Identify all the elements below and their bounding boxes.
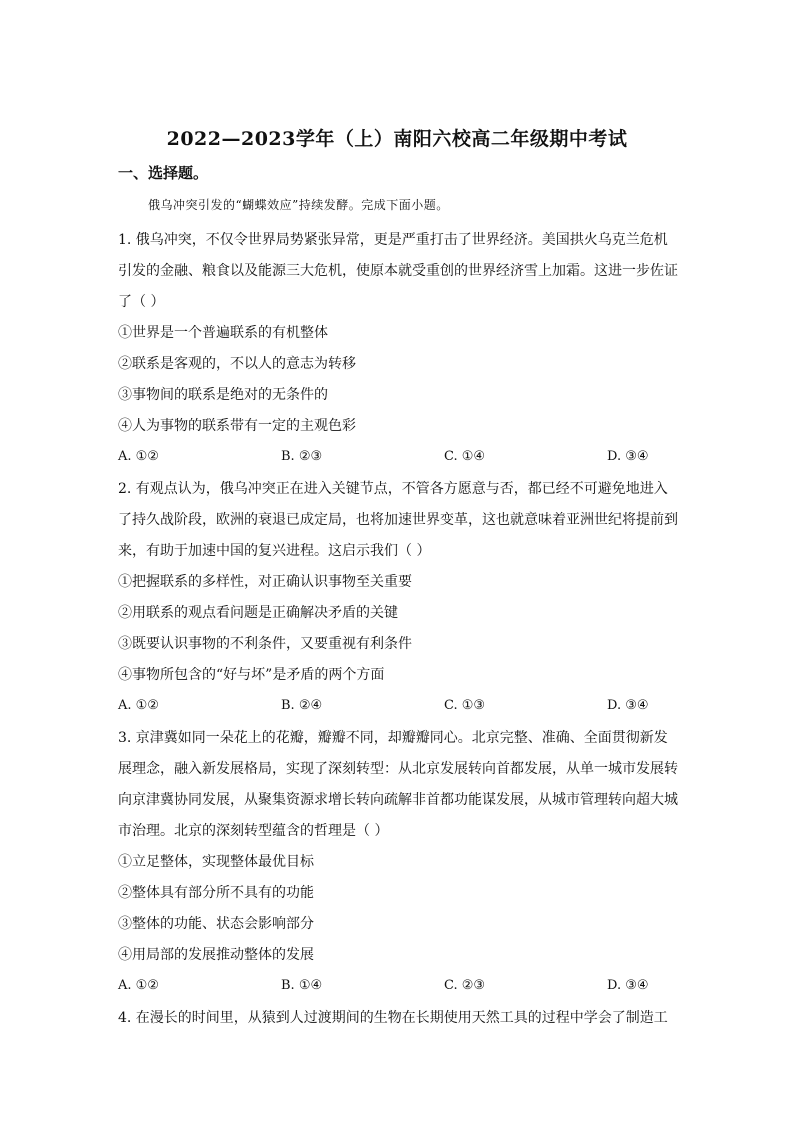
question-1-statement-2: ②联系是客观的，不以人的意志为转移 bbox=[118, 356, 356, 372]
question-1-stem-line-2: 引发的金融、粮食以及能源三大危机，使原本就受重创的世界经济雪上加霜。这进一步佐证 bbox=[118, 263, 678, 279]
question-1-statement-4: ④人为事物的联系带有一定的主观色彩 bbox=[118, 418, 356, 434]
question-1-statement-1: ①世界是一个普遍联系的有机整体 bbox=[118, 325, 328, 341]
question-3-stem-line-2: 展理念，融入新发展格局，实现了深刻转型：从北京发展转向首都发展，从单一城市发展转 bbox=[118, 761, 678, 777]
question-2-option-b: B. ②④ bbox=[281, 698, 323, 713]
question-3-stem-line-3: 向京津冀协同发展，从聚集资源求增长转向疏解非首都功能谋发展，从城市管理转向超大城 bbox=[118, 792, 678, 808]
section-heading: 一、选择题。 bbox=[118, 164, 209, 182]
question-3-option-d: D. ③④ bbox=[607, 978, 649, 993]
question-3-statement-1: ①立足整体，实现整体最优目标 bbox=[118, 854, 314, 870]
question-2-option-a: A. ①② bbox=[118, 698, 159, 713]
question-3-option-a: A. ①② bbox=[118, 978, 159, 993]
question-1-option-c: C. ①④ bbox=[444, 449, 486, 464]
question-3-statement-3: ③整体的功能、状态会影响部分 bbox=[118, 916, 314, 932]
question-3-statement-4: ④用局部的发展推动整体的发展 bbox=[118, 947, 314, 963]
question-3-option-b: B. ①④ bbox=[281, 978, 323, 993]
question-3-statement-2: ②整体具有部分所不具有的功能 bbox=[118, 885, 314, 901]
question-1-option-a: A. ①② bbox=[118, 449, 159, 464]
question-2-statement-2: ②用联系的观点看问题是正确解决矛盾的关键 bbox=[118, 605, 398, 621]
question-3-stem-line-4: 市治理。北京的深刻转型蕴含的哲理是（ ） bbox=[118, 823, 389, 839]
question-2-statement-1: ①把握联系的多样性，对正确认识事物至关重要 bbox=[118, 574, 412, 590]
question-3-stem-line-1: 3. 京津冀如同一朵花上的花瓣，瓣瓣不同，却瓣瓣同心。北京完整、准确、全面贯彻新发 bbox=[118, 730, 668, 746]
question-2-statement-4: ④事物所包含的“好与坏”是矛盾的两个方面 bbox=[118, 667, 385, 683]
question-1-stem-line-3: 了（ ） bbox=[118, 294, 165, 310]
question-2-option-c: C. ①③ bbox=[444, 698, 486, 713]
question-2-stem-line-3: 来，有助于加速中国的复兴进程。这启示我们（ ） bbox=[118, 543, 431, 559]
question-2-stem-line-2: 了持久战阶段，欧洲的衰退已成定局，也将加速世界变革，这也就意味着亚洲世纪将提前到 bbox=[118, 512, 678, 528]
exam-title: 2022—2023学年（上）南阳六校高二年级期中考试 bbox=[166, 128, 628, 150]
question-4-stem-line-1: 4. 在漫长的时间里，从猿到人过渡期间的生物在长期使用天然工具的过程中学会了制造工 bbox=[118, 1010, 668, 1026]
question-1-statement-3: ③事物间的联系是绝对的无条件的 bbox=[118, 387, 328, 403]
question-2-option-d: D. ③④ bbox=[607, 698, 649, 713]
question-2-stem-line-1: 2. 有观点认为，俄乌冲突正在进入关键节点，不管各方愿意与否，都已经不可避免地进入 bbox=[118, 481, 668, 497]
question-1-stem-line-1: 1. 俄乌冲突，不仅令世界局势紧张异常，更是严重打击了世界经济。美国拱火乌克兰危机 bbox=[118, 232, 668, 248]
question-2-statement-3: ③既要认识事物的不利条件，又要重视有利条件 bbox=[118, 636, 412, 652]
question-1-option-b: B. ②③ bbox=[281, 449, 323, 464]
question-3-option-c: C. ②③ bbox=[444, 978, 486, 993]
material-intro: 俄乌冲突引发的“蝴蝶效应”持续发酵。完成下面小题。 bbox=[148, 198, 449, 212]
question-1-option-d: D. ③④ bbox=[607, 449, 649, 464]
